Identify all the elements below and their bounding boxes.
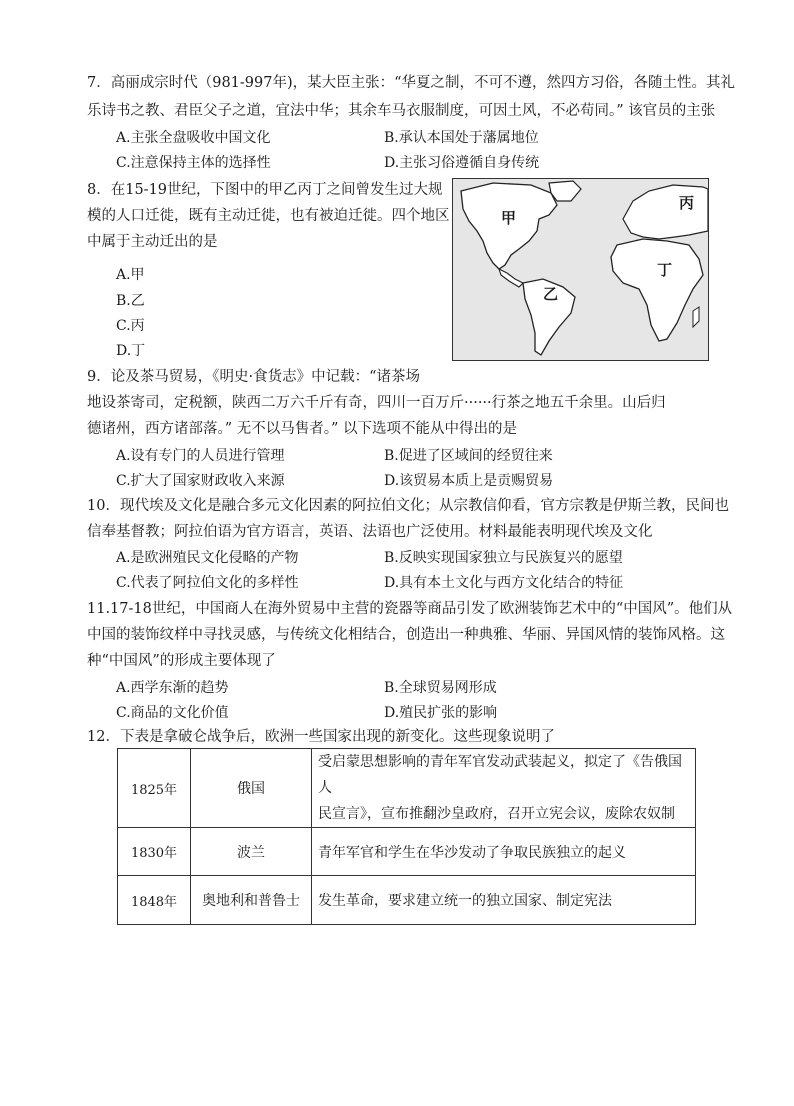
- q9-stem-line3: 德诸州，西方诸部落。” 无不以马售者。” 以下选项不能从中得出的是: [87, 421, 518, 437]
- q10-stem-line1: 10．现代埃及文化是融合多元文化因素的阿拉伯文化；从宗教信仰看，官方宗教是伊斯兰教，民间也: [87, 498, 729, 514]
- world-map-figure: [452, 178, 709, 361]
- q9-option-b[interactable]: B.促进了区域间的经贸往来: [384, 448, 553, 464]
- table-cell-country: 俄国: [191, 749, 312, 828]
- q11-stem-line2: 中国的装饰纹样中寻找灵感，与传统文化相结合，创造出一种典雅、华丽、异国风情的装饰风格。这: [87, 627, 725, 643]
- map-label-bing: 丙: [679, 194, 695, 212]
- q11-option-b[interactable]: B.全球贸易网形成: [384, 680, 497, 696]
- table-row: [118, 876, 696, 925]
- table-cell-country: 奥地利和普鲁士: [191, 876, 312, 925]
- table-cell-country: 波兰: [191, 828, 312, 876]
- q8-option-b[interactable]: B.乙: [116, 293, 145, 309]
- q11-stem-line3: 种“中国风”的形成主要体现了: [87, 653, 276, 669]
- q10-option-a[interactable]: A.是欧洲殖民文化侵略的产物: [116, 550, 299, 566]
- q10-option-d[interactable]: D.具有本土文化与西方文化结合的特征: [384, 575, 624, 591]
- q8-option-d[interactable]: D.丁: [116, 343, 146, 359]
- q8-stem-line1: 8．在15-19世纪，下图中的甲乙丙丁之间曾发生过大规: [87, 182, 443, 198]
- q8-stem-line2: 模的人口迁徙，既有主动迁徙，也有被迫迁徙。四个地区: [87, 208, 450, 224]
- table-event-line: 受启蒙思想影响的青年军官发动武装起义，拟定了《告俄国人: [318, 754, 682, 796]
- table-cell-year: 1830年: [118, 828, 191, 876]
- table-cell-event: 发生革命，要求建立统一的独立国家、制定宪法: [312, 876, 696, 925]
- map-label-ding: 丁: [657, 261, 673, 279]
- table-row: [118, 749, 696, 828]
- q7-stem-line2: 乐诗书之教、君臣父子之道，宜法中华；其余车马衣服制度，可因土风，不必苟同。” 该官员的主张: [87, 103, 716, 119]
- q7-stem-line1: 7．高丽成宗时代（981-997年)，某大臣主张：“华夏之制，不可不遵，然四方习俗，各随土性。其礼: [87, 75, 736, 91]
- map-label-jia: 甲: [501, 209, 517, 227]
- q11-stem-line1: 11.17-18世纪，中国商人在海外贸易中主营的瓷器等商品引发了欧洲装饰艺术中的“中国风”。他们从: [87, 601, 733, 617]
- table-cell-year: 1825年: [118, 749, 191, 828]
- q7-option-d[interactable]: D.主张习俗遵循自身传统: [384, 155, 540, 171]
- q9-option-a[interactable]: A.设有专门的人员进行管理: [116, 448, 285, 464]
- map-label-yi: 乙: [543, 285, 559, 303]
- q10-option-b[interactable]: B.反映实现国家独立与民族复兴的愿望: [384, 550, 623, 566]
- table-cell-event: 青年军官和学生在华沙发动了争取民族独立的起义: [312, 828, 696, 876]
- q9-stem-line2: 地设茶寄司，定税额，陕西二万六千斤有奇，四川一百万斤······行茶之地五千余里。山后归: [87, 395, 666, 411]
- q12-stem-line1: 12．下表是拿破仑战争后，欧洲一些国家出现的新变化。这些现象说明了: [87, 729, 555, 745]
- q10-stem-line2: 信奉基督教；阿拉伯语为官方语言，英语、法语也广泛使用。材料最能表明现代埃及文化: [87, 524, 653, 540]
- q9-option-c[interactable]: C.扩大了国家财政收入来源: [116, 473, 285, 489]
- q10-option-c[interactable]: C.代表了阿拉伯文化的多样性: [116, 575, 299, 591]
- history-table: [117, 748, 696, 925]
- q9-stem-line1: 9．论及茶马贸易，《明史·食货志》中记载：“诸茶场: [87, 369, 420, 385]
- q7-option-b[interactable]: B.承认本国处于藩属地位: [384, 130, 539, 146]
- q11-option-a[interactable]: A.西学东渐的趋势: [116, 680, 229, 696]
- table-row: [118, 828, 696, 876]
- q9-option-d[interactable]: D.该贸易本质上是贡赐贸易: [384, 473, 554, 489]
- q8-option-a[interactable]: A.甲: [116, 267, 145, 283]
- q11-option-c[interactable]: C.商品的文化价值: [116, 705, 229, 721]
- table-cell-event: [312, 749, 696, 828]
- table-cell-year: 1848年: [118, 876, 191, 925]
- table-event-line: 民宣言》，宣布推翻沙皇政府，召开立宪会议，废除农奴制: [318, 806, 675, 822]
- q11-option-d[interactable]: D.殖民扩张的影响: [384, 705, 498, 721]
- q8-stem-line3: 中属于主动迁出的是: [87, 234, 218, 250]
- q7-option-a[interactable]: A.主张全盘吸收中国文化: [116, 130, 271, 146]
- q7-option-c[interactable]: C.注意保持主体的选择性: [116, 155, 271, 171]
- q8-option-c[interactable]: C.丙: [116, 318, 145, 334]
